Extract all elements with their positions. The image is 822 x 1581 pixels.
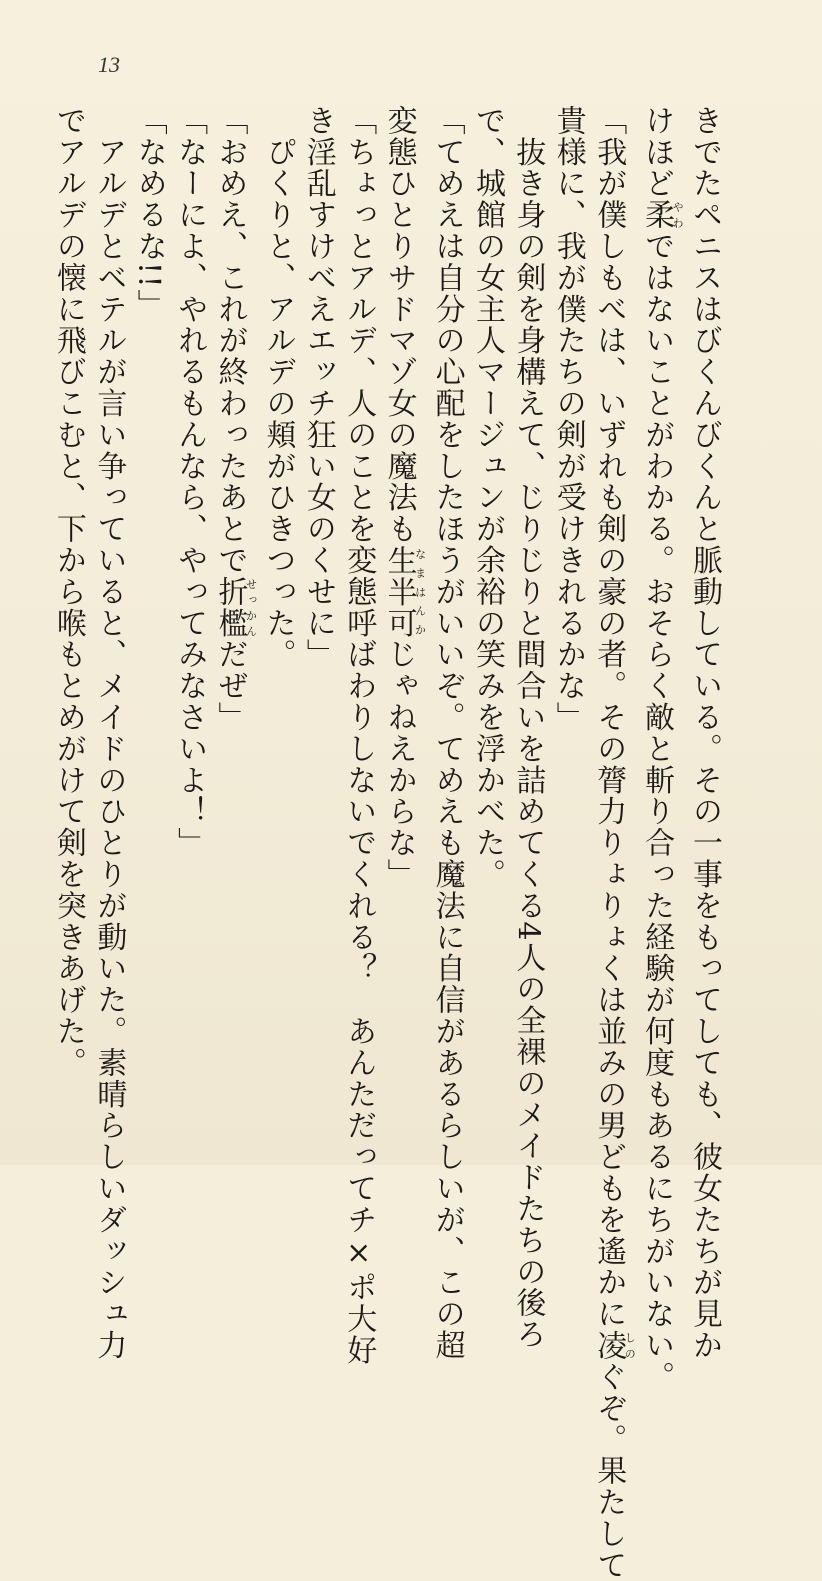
- text-line: でアルデの懐に飛びこむと、下から喉もとめがけて剣を突きあげた。: [50, 105, 86, 1079]
- page-number: 13: [98, 52, 120, 77]
- text-line: 「なーによ、やれるもんなら、やってみなさいよ！」: [172, 105, 208, 859]
- text-line: きでたペニスはびくんびくんと脈動している。その一事をもってしても、彼女たちが見か: [687, 105, 722, 1361]
- text-line: 「なめるな!!」: [131, 105, 167, 321]
- text-line: 変態ひとりサドマゾ女の魔法も生半可なまはんかじゃねえからな」: [381, 105, 427, 891]
- text-line: 「てめえは自分の心配をしたほうがいいぞ。てめえも魔法に自信があるらしいが、この超: [429, 105, 465, 1361]
- text-line: けほど柔やわではないことがわかる。おそらく敵と斬り合った経験が何度もあるにちがいない。: [639, 105, 685, 1393]
- text-line: 「我が僕しもべは、いずれも剣の豪の者。その膂力りょりょくは並みの男どもを遙かに凌しのぐぞ。果たして: [591, 105, 637, 1581]
- text-line: 「ちょっとアルデ、人のことを変態呼ばわりしないでくれる？ あんただってチ×ポ大好: [341, 105, 377, 1366]
- text-line: 「おめえ、これが終わったあとで折檻せっかんだぜ」: [212, 105, 258, 734]
- text-line: ぴくりと、アルデの頬がひきつった。: [260, 105, 296, 671]
- text-line: アルデとベテルが言い争っていると、メイドのひとりが動いた。素晴らしいダッシュ力: [91, 105, 127, 1361]
- vertical-text-body: [50, 105, 724, 1581]
- text-line: 抜き身の剣を身構えて、じりじりと間合いを詰めてくる4人の全裸のメイドたちの後ろ: [510, 105, 546, 1351]
- text-line: で、城館の女主人マージュンが余裕の笑みを浮かべた。: [469, 105, 505, 890]
- furigana: 凌しの: [591, 1329, 637, 1362]
- furigana: 生半可なまはんか: [381, 544, 427, 639]
- furigana: 折檻せっかん: [212, 576, 258, 639]
- text-line: き淫乱すけべえエッチ狂い女のくせに」: [300, 105, 336, 671]
- text-line: 貴様に、我が僕たちの剣が受けきれるかな」: [550, 105, 586, 733]
- furigana: 柔やわ: [639, 199, 685, 231]
